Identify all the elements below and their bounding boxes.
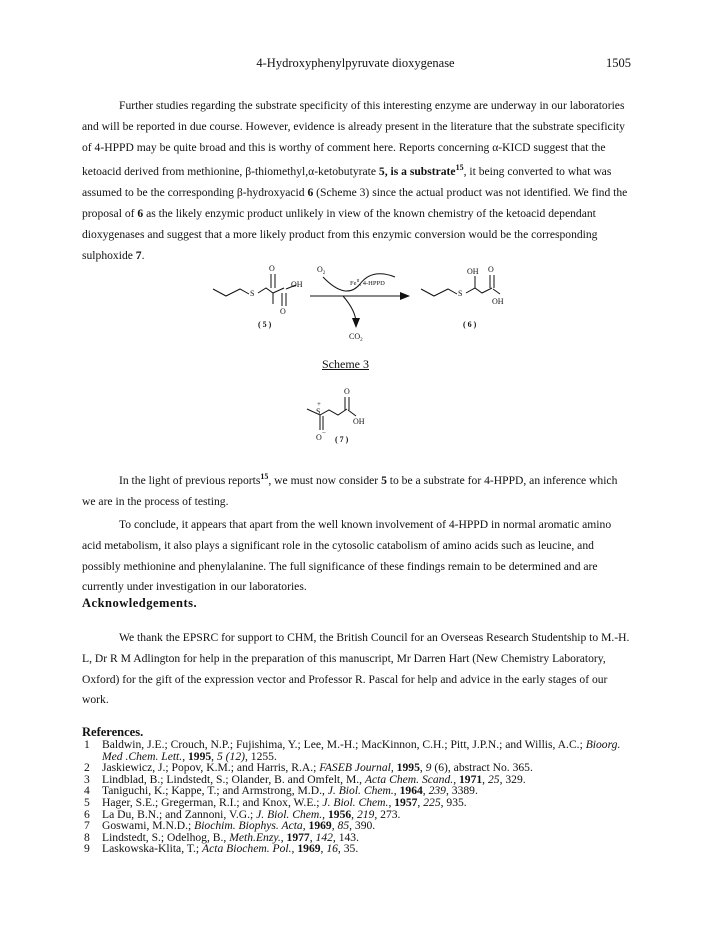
reference-journal: Bioorg. Med .Chem. Lett.	[102, 738, 621, 763]
reference-authors: Lindblad, B.; Lindstedt, S.; Olander, B. and Omfelt, M.,	[102, 772, 365, 786]
atom-label-o: O	[280, 307, 286, 316]
reference-pages: , 143.	[332, 830, 359, 844]
separator: ,	[393, 784, 400, 798]
compound-ref: 5	[381, 474, 387, 487]
atom-label-s: S	[250, 289, 255, 298]
separator: ,	[422, 784, 429, 798]
reference-authors: Taniguchi, K.; Kappe, T.; and Armstrong, M.D.,	[102, 784, 328, 798]
co2-label: $CO_2$	[349, 332, 363, 343]
atom-label-oh: OH	[492, 297, 504, 306]
reference-item	[82, 843, 642, 855]
reference-volume: 25	[487, 772, 500, 786]
reference-item	[82, 739, 642, 762]
reference-authors: Goswami, M.N.D.;	[102, 819, 195, 833]
reference-authors: Baldwin, J.E.; Crouch, N.P.; Fujishima, Y.; Lee, M.-H.; MacKinnon, C.H.; Pitt, J.P.N.; and Willis, A.C.;	[102, 738, 586, 751]
text-run: , is a substrate	[384, 165, 456, 179]
citation-superscript: 15	[455, 163, 464, 173]
compound-5-label: ( 5 )	[258, 320, 272, 329]
separator: ,	[417, 795, 424, 809]
reference-journal: J. Biol. Chem.	[256, 807, 323, 821]
compound-ref: 6	[137, 206, 144, 220]
reference-number: 6	[84, 807, 90, 821]
reference-volume: 219	[356, 807, 375, 821]
reference-number: 5	[84, 795, 90, 809]
separator: ,	[291, 842, 298, 856]
text-run: to be a substrate for 4-HPPD, an inference which we are in the process of testing.	[82, 474, 618, 508]
compound-7-label: ( 7 )	[335, 435, 349, 444]
reference-authors: Laskowska-Klita, T.;	[102, 842, 203, 856]
separator: ,	[331, 819, 338, 833]
separator: ,	[390, 761, 397, 775]
reference-pages: , 935.	[440, 795, 467, 809]
atom-label-o: O	[269, 264, 275, 273]
reference-volume: 5 (12)	[216, 749, 245, 763]
separator: ,	[482, 772, 488, 786]
separator: ,	[351, 807, 357, 821]
reference-year: 1964	[399, 784, 423, 798]
reference-volume: 85	[337, 819, 350, 833]
reference-year: 1977	[286, 830, 310, 844]
text-run: as the likely enzymic product unlikely in view of the known chemistry of the ketoacid dependant dioxygenases and suggest that a more likely product from this enzymic conversion would be the corresponding sulphoxide	[82, 206, 598, 262]
reference-number: 4	[84, 784, 90, 798]
separator: ,	[280, 830, 287, 844]
reference-authors: La Du, B.N.; and Zannoni, V.G.;	[102, 807, 257, 821]
separator: ,	[388, 795, 395, 809]
text-run: (Scheme 3) since the actual product was not identified. We find the proposal of	[82, 186, 628, 220]
reference-year: 1995	[396, 761, 420, 775]
atom-label-oh: OH	[291, 280, 303, 289]
reference-volume: 142	[315, 830, 333, 844]
reference-pages: (6), abstract No. 365.	[431, 761, 533, 775]
reference-pages: , 329.	[499, 772, 526, 786]
reference-volume: 239	[428, 784, 446, 798]
reference-volume: 9	[425, 761, 432, 775]
reference-pages: , 1255.	[244, 749, 277, 763]
atom-label-o: O	[488, 265, 494, 274]
atom-label-o: O	[344, 387, 350, 396]
enzyme-label: $Fe^{II}$, 4-HPPD	[350, 278, 385, 287]
reference-journal: J. Biol. Chem.	[322, 795, 389, 809]
atom-label-o-minus: O	[316, 433, 322, 442]
reference-journal: Biochim. Biophys. Acta	[194, 819, 303, 833]
charge-minus: −	[322, 429, 326, 437]
text-run: , it being converted to what was assumed to be the corresponding β-hydroxyacid	[82, 165, 612, 200]
atom-label-s: S	[316, 407, 321, 416]
atom-label-oh: OH	[467, 267, 479, 276]
separator: ,	[211, 749, 217, 763]
o2-label: $O_2$	[317, 265, 326, 276]
text-run: .	[141, 248, 145, 262]
reference-volume: 16	[326, 842, 338, 856]
page-number: 1505	[606, 56, 631, 70]
reference-authors: Lindstedt, S.; Odelhog, B.,	[102, 830, 230, 844]
running-header-title: 4-Hydroxyphenylpyruvate dioxygenase	[256, 56, 455, 70]
reference-year: 1969	[308, 819, 332, 833]
reference-number: 2	[84, 761, 90, 775]
atom-label-s: S	[458, 289, 463, 298]
scheme-3-diagram	[0, 0, 711, 460]
citation-superscript: 15	[260, 472, 269, 481]
reference-pages: , 35.	[337, 842, 359, 856]
reference-year: 1956	[327, 807, 352, 821]
reference-volume: 225	[423, 795, 441, 809]
separator: ,	[182, 749, 188, 763]
scheme-caption: Scheme 3	[322, 357, 369, 371]
reference-year: 1957	[394, 795, 418, 809]
reference-pages: , 273.	[374, 807, 401, 821]
reference-pages: , 3389.	[445, 784, 478, 798]
separator: ,	[419, 761, 426, 775]
separator: ,	[309, 830, 316, 844]
paragraph-conclusion: To conclude, it appears that apart from the well known involvement of 4-HPPD in normal aromatic amino acid metabolism, it also plays a significant role in the cytosolic catabolism of amino acids such as leucine, and possibly methionine and phenylalanine. The full significance of these findings remain to be determined and are currently under investigation in our laboratories.	[82, 518, 612, 594]
compound-ref: 7	[135, 248, 142, 262]
reference-year: 1969	[297, 842, 321, 856]
reference-number: 9	[84, 842, 90, 856]
compound-ref: 6	[307, 186, 314, 200]
text-run: , we must now consider	[268, 474, 382, 487]
reference-number: 8	[84, 830, 90, 844]
separator: ,	[302, 819, 309, 833]
compound-6-label: ( 6 )	[463, 320, 477, 329]
acknowledgements-text: We thank the EPSRC for support to CHM, the British Council for an Overseas Research Studentship to M.-H. L, Dr R M Adlington for help in the preparation of this manuscript, Mr Darren Hart (New Chemistry Laboratory, Oxford) for the gift of the expression vector and Professor R. Pascal for help and advice in the early stages of our work.	[82, 631, 630, 707]
atom-label-oh: OH	[353, 417, 365, 426]
compound-ref: 5	[378, 165, 385, 179]
separator: ,	[322, 807, 328, 821]
reference-list	[82, 739, 642, 855]
charge-plus: +	[317, 400, 321, 408]
separator: ,	[320, 842, 327, 856]
reference-journal: J. Biol. Chem.	[327, 784, 394, 798]
reference-number: 1	[84, 738, 90, 751]
text-run: In the light of previous reports	[119, 474, 261, 487]
reference-journal: Acta Biochem. Pol.	[202, 842, 292, 856]
reference-pages: , 390.	[349, 819, 376, 833]
reference-number: 7	[84, 819, 90, 833]
paragraph-previous-reports	[82, 467, 630, 513]
reference-year: 1995	[187, 749, 212, 763]
reference-authors: Hager, S.E.; Gregerman, R.I.; and Knox, W.E.;	[102, 795, 323, 809]
reference-year: 1971	[458, 772, 483, 786]
reference-number: 3	[84, 772, 90, 786]
reference-journal: FASEB Journal	[319, 761, 391, 775]
acknowledgements-heading: Acknowledgements.	[82, 596, 198, 610]
reference-journal: Meth.Enzy.	[229, 830, 281, 844]
reference-authors: Jaskiewicz, J.; Popov, K.M.; and Harris, R.A.;	[102, 761, 320, 775]
separator: ,	[453, 772, 459, 786]
reference-journal: Acta Chem. Scand.	[364, 772, 454, 786]
text-run: Further studies regarding the substrate specificity of this interesting enzyme are underway in our laboratories and will be reported in due course. However, evidence is already present in the literature that the substrate specificity of 4-HPPD may be quite broad and this is worthy of comment here. Reports concerning α-KICD suggest that the ketoacid derived from methionine, β-thiomethyl,α-ketobutyrate	[82, 99, 625, 179]
references-heading: References.	[82, 725, 144, 739]
